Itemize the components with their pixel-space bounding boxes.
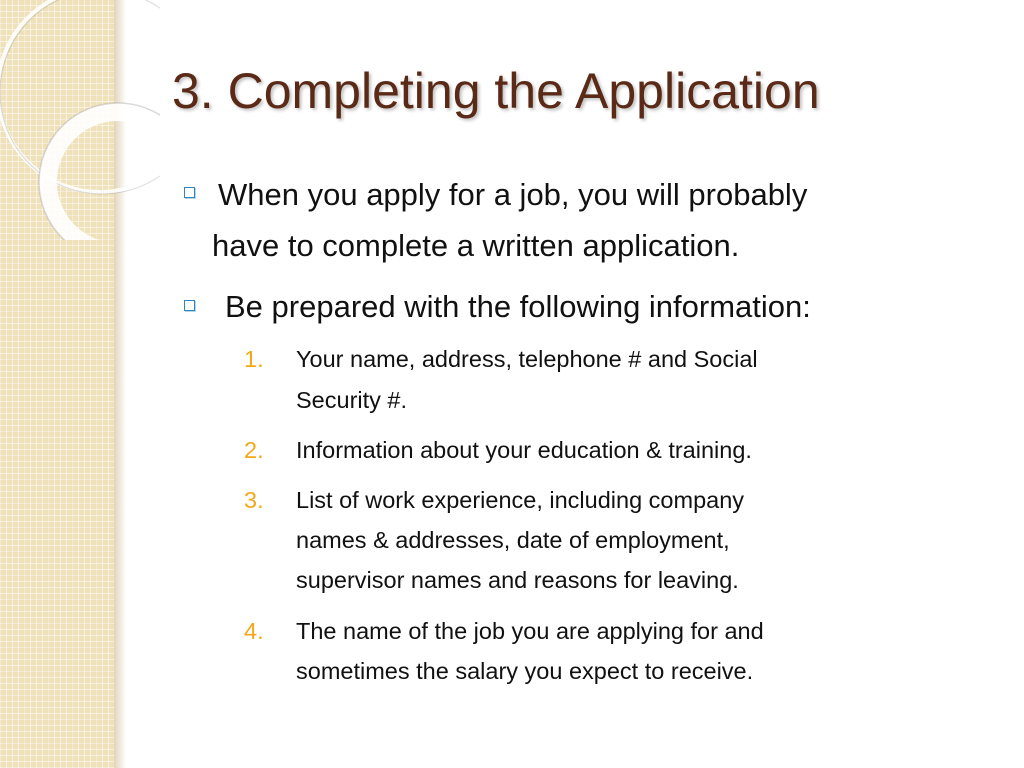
numbered-item-3-line-1: List of work experience, including company [296, 487, 745, 513]
bullet-1-line-1: When you apply for a job, you will probably [218, 177, 808, 212]
numbered-item-4-line-1: The name of the job you are applying for and [296, 618, 764, 644]
numbered-item-3-line-2: names & addresses, date of employment, [296, 527, 730, 553]
slide-title: 3. Completing the Application [172, 63, 820, 119]
numbered-item-4-line-2: sometimes the salary you expect to receive. [296, 658, 754, 684]
list-number-3: 3. [244, 487, 264, 513]
numbered-item-3-line-3: supervisor names and reasons for leaving. [296, 567, 739, 593]
list-number-1: 1. [244, 346, 264, 372]
square-bullet-icon [184, 300, 195, 311]
bullet-1-line-2: have to complete a written application. [212, 228, 740, 263]
numbered-item-1-line-1: Your name, address, telephone # and Social [296, 346, 758, 372]
list-number-4: 4. [244, 618, 264, 644]
bullet-2-line-1: Be prepared with the following information: [225, 289, 811, 324]
list-number-2: 2. [244, 437, 264, 463]
decorative-rings [0, 0, 160, 240]
square-bullet-icon [184, 187, 195, 198]
numbered-item-2-line-1: Information about your education & training. [296, 437, 752, 463]
numbered-item-1-line-2: Security #. [296, 387, 408, 413]
